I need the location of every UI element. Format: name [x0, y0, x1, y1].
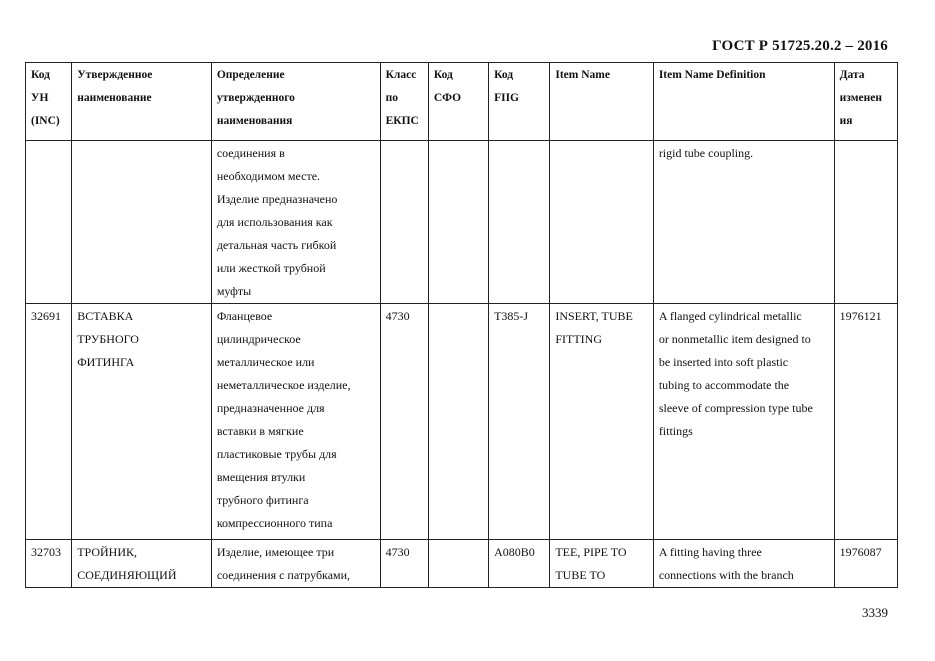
cell-item-definition: A fitting having three connections with the branch: [653, 540, 834, 588]
column-header-ekps-class: Класс по ЕКПС: [380, 63, 428, 141]
cell-change-date: [834, 141, 897, 304]
column-header-inc-code: Код УН (INC): [26, 63, 72, 141]
cell-approved-name: [72, 141, 212, 304]
column-header-item-definition: Item Name Definition: [653, 63, 834, 141]
cell-item-definition: rigid tube coupling.: [653, 141, 834, 304]
cell-sfo-code: [428, 304, 488, 540]
table-row: [26, 540, 898, 588]
cell-change-date: 1976087: [834, 540, 897, 588]
cell-sfo-code: [428, 141, 488, 304]
cell-item-name: TEE, PIPE TO TUBE TO: [550, 540, 653, 588]
cell-sfo-code: [428, 540, 488, 588]
cell-name-definition: Изделие, имеющее три соединения с патрубками,: [211, 540, 380, 588]
table-row: [26, 141, 898, 304]
classification-table: [25, 62, 898, 588]
page-number: 3339: [862, 605, 888, 620]
cell-change-date: 1976121: [834, 304, 897, 540]
column-header-change-date: Дата изменен ия: [834, 63, 897, 141]
cell-inc-code: 32703: [26, 540, 72, 588]
cell-item-name: INSERT, TUBE FITTING: [550, 304, 653, 540]
column-header-approved-name: Утвержденное наименование: [72, 63, 212, 141]
cell-fiig-code: A080B0: [489, 540, 550, 588]
cell-approved-name: ВСТАВКА ТРУБНОГО ФИТИНГА: [72, 304, 212, 540]
cell-ekps-class: [380, 141, 428, 304]
cell-name-definition: Фланцевое цилиндрическое металлическое или неметаллическое изделие, предназначенное для вставки в мягкие пластиковые трубы для вмещения втулки трубного фитинга компрессионного типа: [211, 304, 380, 540]
column-header-name-definition: Определение утвержденного наименования: [211, 63, 380, 141]
cell-ekps-class: 4730: [380, 304, 428, 540]
column-header-fiig-code: Код FIIG: [489, 63, 550, 141]
cell-ekps-class: 4730: [380, 540, 428, 588]
cell-item-name: [550, 141, 653, 304]
table-row: [26, 304, 898, 540]
cell-approved-name: ТРОЙНИК, СОЕДИНЯЮЩИЙ: [72, 540, 212, 588]
column-header-item-name: Item Name: [550, 63, 653, 141]
cell-fiig-code: [489, 141, 550, 304]
cell-name-definition: соединения в необходимом месте. Изделие предназначено для использования как детальная часть гибкой или жесткой трубной муфты: [211, 141, 380, 304]
cell-item-definition: A flanged cylindrical metallic or nonmetallic item designed to be inserted into soft plastic tubing to accommodate the sleeve of compression type tube fittings: [653, 304, 834, 540]
document-header: ГОСТ Р 51725.20.2 – 2016: [712, 38, 888, 54]
cell-inc-code: 32691: [26, 304, 72, 540]
table-header-row: [26, 63, 898, 141]
cell-fiig-code: T385-J: [489, 304, 550, 540]
cell-inc-code: [26, 141, 72, 304]
column-header-sfo-code: Код СФО: [428, 63, 488, 141]
